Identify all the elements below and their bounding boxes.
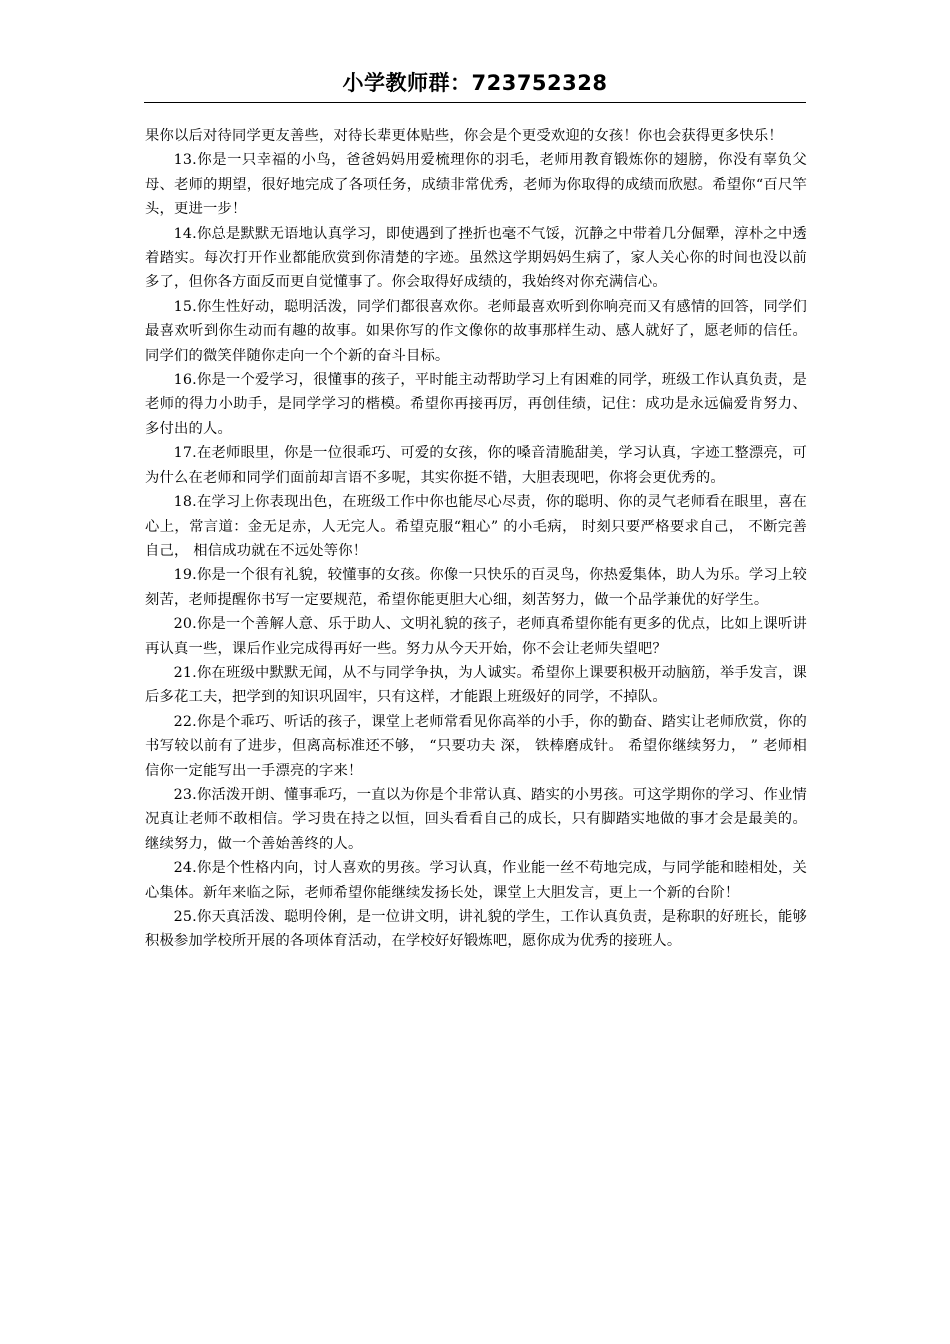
- paragraph-22: 22.你是个乖巧、听话的孩子，课堂上老师常看见你高举的小手，你的勤奋、踏实让老师欣赏，你的书写较以前有了进步，但离高标准还不够， “只要功夫 深， 铁棒磨成针。 希望你继续努力， ” 老师相信你一定能写出一手漂亮的字来！: [145, 713, 807, 779]
- paragraph-16: 16.你是一个爱学习，很懂事的孩子，平时能主动帮助学习上有困难的同学，班级工作认真负责，是老师的得力小助手，是同学学习的楷模。希望你再接再厉，再创佳绩，记住：成功是永远偏爱肯努力、多付出的人。: [145, 372, 807, 437]
- page-header: [144, 64, 806, 103]
- header-title: 小学教师群：723752328: [342, 71, 608, 95]
- paragraph-20: 20.你是一个善解人意、乐于助人、文明礼貌的孩子，老师真希望你能有更多的优点，比如上课听讲再认真一些，课后作业完成得再好一些。努力从今天开始，你不会让老师失望吧？: [145, 616, 807, 657]
- paragraph-25: 25.你天真活泼、聪明伶俐，是一位讲文明，讲礼貌的学生，工作认真负责，是称职的好班长，能够积极参加学校所开展的各项体育活动，在学校好好锻炼吧，愿你成为优秀的接班人。: [145, 909, 807, 950]
- document-body: [145, 124, 807, 954]
- paragraph-24: 24.你是个性格内向，讨人喜欢的男孩。学习认真，作业能一丝不苟地完成，与同学能和睦相处，关心集体。新年来临之际，老师希望你能继续发扬长处，课堂上大胆发言，更上一个新的台阶！: [145, 860, 807, 901]
- paragraph-18: 18.在学习上你表现出色，在班级工作中你也能尽心尽责，你的聪明、你的灵气老师看在眼里，喜在心上，常言道：金无足赤，人无完人。希望克服“粗心” 的小毛病， 时刻只要严格要求自己， 不断完善自己， 相信成功就在不远处等你！: [145, 494, 807, 559]
- paragraph-13: 13.你是一只幸福的小鸟，爸爸妈妈用爱梳理你的羽毛，老师用教育锻炼你的翅膀，你没有辜负父母、老师的期望，很好地完成了各项任务，成绩非常优秀，老师为你取得的成绩而欣慰。希望你“百尺竿头，更进一步！: [145, 152, 807, 218]
- paragraph-17: 17.在老师眼里，你是一位很乖巧、可爱的女孩，你的嗓音清脆甜美，学习认真，字迹工整漂亮，可为什么在老师和同学们面前却言语不多呢，其实你挺不错，大胆表现吧，你将会更优秀的。: [145, 445, 807, 486]
- paragraph-19: 19.你是一个很有礼貌，较懂事的女孩。你像一只快乐的百灵鸟，你热爱集体，助人为乐。学习上较刻苦，老师提醒你书写一定要规范，希望你能更胆大心细，刻苦努力，做一个品学兼优的好学生。: [145, 567, 807, 608]
- paragraph-14: 14.你总是默默无语地认真学习，即使遇到了挫折也毫不气馁，沉静之中带着几分倔犟，淳朴之中透着踏实。每次打开作业都能欣赏到你清楚的字迹。虽然这学期妈妈生病了，家人关心你的时间也没以前多了，但你各方面反而更自觉懂事了。你会取得好成绩的，我始终对你充满信心。: [145, 225, 807, 291]
- paragraph-21: 21.你在班级中默默无闻，从不与同学争执，为人诚实。希望你上课要积极开动脑筋，举手发言，课后多花工夫，把学到的知识巩固牢，只有这样，才能跟上班级好的同学，不掉队。: [145, 664, 807, 706]
- paragraph-continuation: 果你以后对待同学更友善些，对待长辈更体贴些，你会是个更受欢迎的女孩！你也会获得更多快乐！: [145, 128, 783, 144]
- paragraph-23: 23.你活泼开朗、懂事乖巧，一直以为你是个非常认真、踏实的小男孩。可这学期你的学习、作业情况真让老师不敢相信。学习贵在持之以恒，回头看看自己的成长，只有脚踏实地做的事才会是最美的。继续努力，做一个善始善终的人。: [145, 786, 807, 852]
- paragraph-15: 15.你生性好动，聪明活泼，同学们都很喜欢你。老师最喜欢听到你响亮而又有感情的回答，同学们最喜欢听到你生动而有趣的故事。如果你写的作文像你的故事那样生动、感人就好了，愿老师的信任。同学们的微笑伴随你走向一个个新的奋斗目标。: [145, 298, 807, 364]
